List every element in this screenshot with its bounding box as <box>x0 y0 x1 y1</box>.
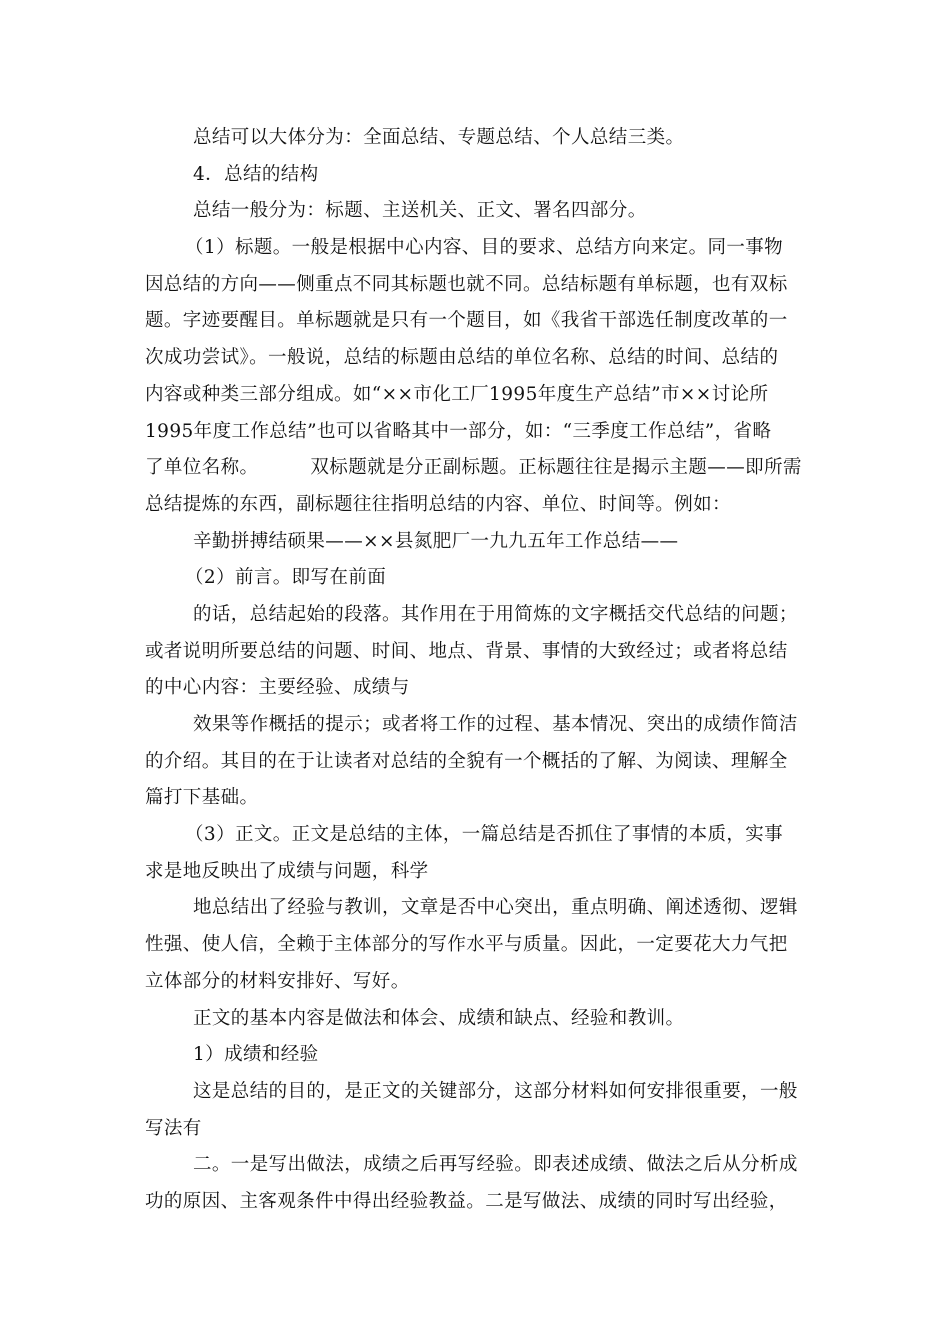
text-line <box>145 267 813 304</box>
line-text: 的介绍。其目的在于让读者对总结的全貌有一个概括的了解、为阅读、理解全 <box>145 750 788 772</box>
section-heading <box>145 817 813 854</box>
text-line <box>145 340 813 377</box>
text-line <box>145 1001 813 1038</box>
text-line <box>145 1111 813 1148</box>
document-page <box>145 120 813 1221</box>
text-line <box>145 193 813 230</box>
line-text: 这是总结的目的，是正文的关键部分，这部分材料如何安排很重要，一般 <box>193 1080 798 1102</box>
line-text: 题。字迹要醒目。单标题就是只有一个题目，如《我省干部选任制度改革的一 <box>145 310 788 332</box>
line-text: 写法有 <box>145 1117 202 1139</box>
text-line <box>145 854 813 891</box>
line-text: 地总结出了经验与教训，文章是否中心突出，重点明确、阐述透彻、逻辑 <box>193 897 798 919</box>
text-line <box>145 1184 813 1221</box>
text-line <box>145 670 813 707</box>
section-heading <box>145 157 813 194</box>
line-text: 功的原因、主客观条件中得出经验教益。二是写做法、成绩的同时写出经验， <box>145 1190 788 1212</box>
line-text: 二。一是写出做法，成绩之后再写经验。即表述成绩、做法之后从分析成 <box>193 1154 798 1176</box>
line-text: 或者说明所要总结的问题、时间、地点、背景、事情的大致经过；或者将总结 <box>145 640 788 662</box>
subsection-heading <box>145 1037 813 1074</box>
line-text: （3）正文。正文是总结的主体，一篇总结是否抓住了事情的本质，实事 <box>185 824 784 846</box>
text-line <box>145 780 813 817</box>
line-text: 总结提炼的东西，副标题往往指明总结的内容、单位、时间等。例如： <box>145 493 731 515</box>
line-text: 1）成绩和经验 <box>193 1044 319 1066</box>
text-line <box>145 303 813 340</box>
text-line <box>145 634 813 671</box>
line-text: 内容或种类三部分组成。如“××市化工厂1995年度生产总结”市××讨论所 <box>145 383 769 405</box>
line-text: （1）标题。一般是根据中心内容、目的要求、总结方向来定。同一事物 <box>185 237 784 259</box>
line-text: 的话，总结起始的段落。其作用在于用简炼的文字概括交代总结的问题； <box>193 603 798 625</box>
line-text-continued: 双标题就是分正副标题。正标题往往是揭示主题——即所需 <box>310 457 802 479</box>
text-line <box>145 1147 813 1184</box>
text-line <box>145 377 813 414</box>
example-title-line <box>145 524 813 561</box>
text-line <box>145 1074 813 1111</box>
line-text: 篇打下基础。 <box>145 787 259 809</box>
text-line <box>145 230 813 267</box>
line-text: 4．总结的结构 <box>193 163 319 185</box>
line-text: 的中心内容：主要经验、成绩与 <box>145 677 410 699</box>
section-heading <box>145 560 813 597</box>
line-text: 总结可以大体分为：全面总结、专题总结、个人总结三类。 <box>193 127 685 148</box>
text-line <box>145 964 813 1001</box>
line-text: 了单位名称。 <box>145 457 259 479</box>
text-line <box>145 414 813 451</box>
text-line <box>145 707 813 744</box>
line-text: 次成功尝试》。一般说，总结的标题由总结的单位名称、总结的时间、总结的 <box>145 347 779 369</box>
line-text: 求是地反映出了成绩与问题，科学 <box>145 860 429 882</box>
line-text: 总结一般分为：标题、主送机关、正文、署名四部分。 <box>193 200 647 222</box>
text-line <box>145 597 813 634</box>
line-text: （2）前言。即写在前面 <box>185 567 387 589</box>
line-text: 立体部分的材料安排好、写好。 <box>145 970 410 992</box>
line-text: 因总结的方向——侧重点不同其标题也就不同。总结标题有单标题，也有双标 <box>145 273 788 295</box>
text-line <box>145 120 813 157</box>
text-line <box>145 890 813 927</box>
text-line <box>145 927 813 964</box>
line-text: 1995年度工作总结”也可以省略其中一部分，如：“三季度工作总结”，省略 <box>145 420 772 442</box>
line-text: 性强、使人信，全赖于主体部分的写作水平与质量。因此，一定要花大力气把 <box>145 934 788 956</box>
text-line <box>145 450 813 487</box>
text-line <box>145 487 813 524</box>
text-line <box>145 744 813 781</box>
line-text: 效果等作概括的提示；或者将工作的过程、基本情况、突出的成绩作简洁 <box>193 714 798 735</box>
line-text: 正文的基本内容是做法和体会、成绩和缺点、经验和教训。 <box>193 1007 685 1029</box>
line-text: 辛勤拼搏结硕果——××县氮肥厂一九九五年工作总结—— <box>193 530 679 552</box>
